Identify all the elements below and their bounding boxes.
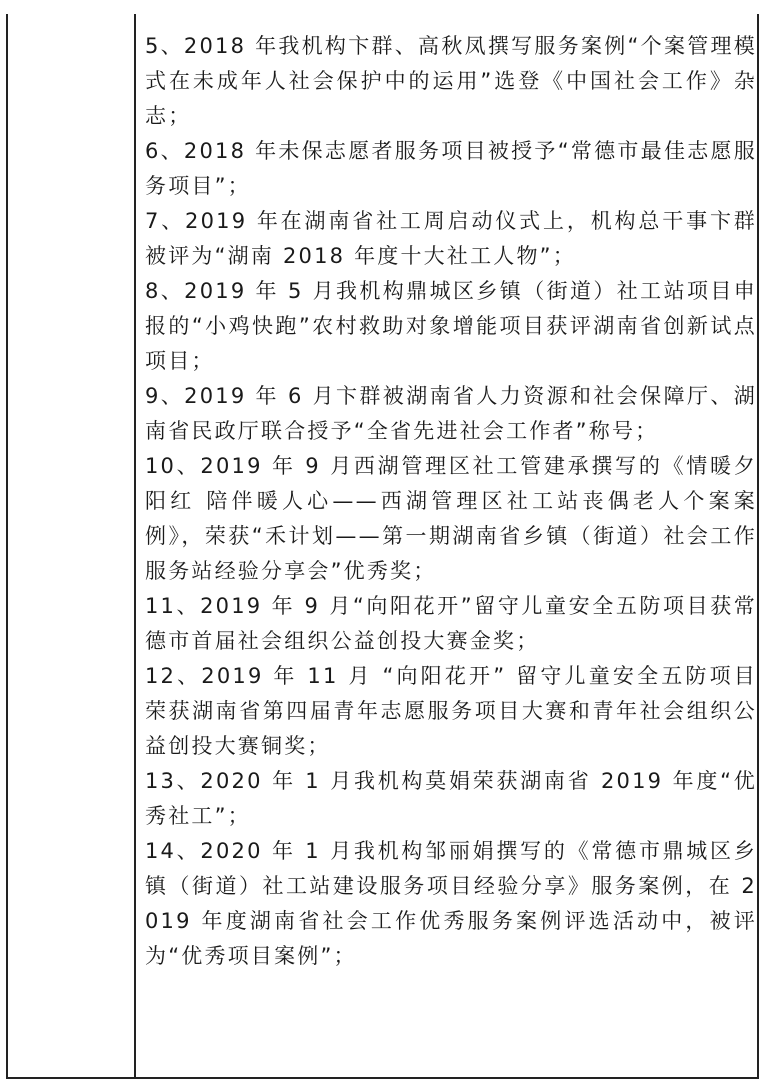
list-item: 6、2018 年未保志愿者服务项目被授予“常德市最佳志愿服务项目”；: [145, 139, 757, 198]
table-left-cell: [8, 14, 136, 1077]
list-item: 5、2018 年我机构卞群、高秋凤撰写服务案例“个案管理模式在未成年人社会保护中的运用”选登《中国社会工作》杂志；: [145, 34, 757, 128]
list-item: 7、2019 年在湖南省社工周启动仪式上，机构总干事卞群被评为“湖南 2018 年度十大社工人物”；: [145, 209, 757, 268]
table-frame: [6, 14, 759, 1079]
list-item: 14、2020 年 1 月我机构邹丽娟撰写的《常德市鼎城区乡镇（街道）社工站建设服务项目经验分享》服务案例，在 2019 年度湖南省社会工作优秀服务案例评选活动中，被评为“优秀项目案例”；: [145, 839, 757, 968]
list-item: 10、2019 年 9 月西湖管理区社工管建承撰写的《情暖夕阳红 陪伴暖人心——西湖管理区社工站丧偶老人个案案例》，荣获“禾计划——第一期湖南省乡镇（街道）社会工作服务站经验分享会”优秀奖；: [145, 454, 757, 583]
list-item: 13、2020 年 1 月我机构莫娟荣获湖南省 2019 年度“优秀社工”；: [145, 769, 757, 828]
list-item: 8、2019 年 5 月我机构鼎城区乡镇（街道）社工站项目申报的“小鸡快跑”农村救助对象增能项目获评湖南省创新试点项目；: [145, 279, 757, 373]
table-content-cell: [136, 14, 757, 1077]
list-item: 12、2019 年 11 月 “向阳花开” 留守儿童安全五防项目荣获湖南省第四届青年志愿服务项目大赛和青年社会组织公益创投大赛铜奖；: [145, 664, 757, 758]
list-item: 9、2019 年 6 月卞群被湖南省人力资源和社会保障厅、湖南省民政厅联合授予“全省先进社会工作者”称号；: [145, 384, 757, 443]
list-item: 11、2019 年 9 月“向阳花开”留守儿童安全五防项目获常德市首届社会组织公益创投大赛金奖；: [145, 594, 757, 653]
